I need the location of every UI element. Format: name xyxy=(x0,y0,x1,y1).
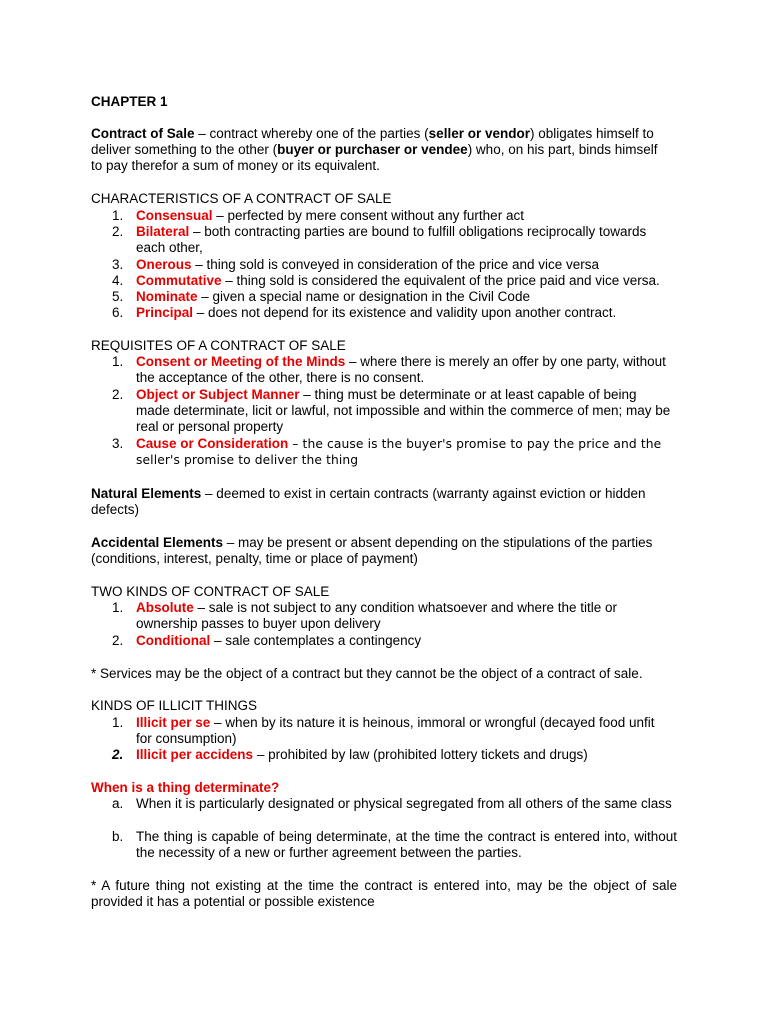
definition-term: Contract of Sale xyxy=(91,126,195,141)
requisites-heading: REQUISITES OF A CONTRACT OF SALE xyxy=(91,338,346,353)
list-item xyxy=(112,305,692,321)
determinate-heading: When is a thing determinate? xyxy=(91,780,280,795)
item-text: The thing is capable of being determinate, at the time the contract is entered into, without the necessity of a new or further agreement between the parties. xyxy=(136,829,677,861)
item-text: – perfected by mere consent without any further act xyxy=(212,208,524,223)
item-number: 5. xyxy=(112,289,124,304)
definition-text-3: ) who, on his part, binds himself to pay therefor a sum of money or its equivalent. xyxy=(91,142,658,174)
list-item xyxy=(112,600,672,632)
item-number: 2. xyxy=(112,224,124,239)
natural-elements-text: – deemed to exist in certain contracts (warranty against eviction or hidden defects) xyxy=(91,486,646,518)
accidental-elements-term: Accidental Elements xyxy=(91,535,224,550)
item-text: – does not depend for its existence and validity upon another contract. xyxy=(193,305,617,320)
list-item xyxy=(112,715,672,747)
item-term: Cause or Consideration xyxy=(136,436,289,451)
list-item xyxy=(112,273,692,289)
item-text: – thing sold is conveyed in consideration of the price and vice versa xyxy=(191,257,600,272)
definition-text-1: – contract whereby one of the parties ( xyxy=(194,126,429,141)
item-text: – sale is not subject to any condition whatsoever and where the title or ownership passes to buyer upon delivery xyxy=(136,600,618,632)
item-term: Illicit per se xyxy=(136,715,211,730)
definition-text-2: ) obligates himself to deliver something to the other ( xyxy=(91,126,654,158)
item-number: 3. xyxy=(112,257,124,272)
item-text: – when by its nature it is heinous, immoral or wrongful (decayed food unfit for consumption) xyxy=(136,715,655,747)
item-text: – thing sold is considered the equivalent of the price paid and vice versa. xyxy=(221,273,660,288)
item-number: 4. xyxy=(112,273,124,288)
item-number: 2. xyxy=(112,387,124,402)
list-item xyxy=(112,289,672,305)
item-number: b. xyxy=(112,829,124,844)
item-term: Illicit per accidens xyxy=(136,747,254,762)
item-text: – given a special name or designation in the Civil Code xyxy=(197,289,530,304)
list-item xyxy=(112,747,672,763)
future-thing-note: * A future thing not existing at the time the contract is entered into, may be the object of sale provided it has a potential or possible existence xyxy=(91,878,677,910)
list-item xyxy=(112,208,672,224)
list-item xyxy=(112,257,672,273)
item-number: 1. xyxy=(112,715,124,730)
item-number: 6. xyxy=(112,305,124,320)
item-number: 2. xyxy=(112,747,124,762)
chapter-title: CHAPTER 1 xyxy=(91,94,168,109)
list-item xyxy=(112,796,677,812)
item-term: Principal xyxy=(136,305,194,320)
list-item xyxy=(112,354,672,386)
item-term: Conditional xyxy=(136,633,211,648)
item-term: Bilateral xyxy=(136,224,190,239)
item-number: a. xyxy=(112,796,124,811)
definition-buyer: buyer or purchaser or vendee xyxy=(277,142,468,158)
item-term: Consent or Meeting of the Minds xyxy=(136,354,346,369)
list-item xyxy=(112,829,677,861)
item-number: 3. xyxy=(112,436,124,451)
natural-elements xyxy=(91,486,671,518)
item-number: 1. xyxy=(112,354,124,369)
item-text: – sale contemplates a contingency xyxy=(210,633,422,648)
list-item xyxy=(112,436,672,468)
item-text: – thing must be determinate or at least capable of being made determinate, licit or lawful, not impossible and within the commerce of men; may be real or personal property xyxy=(136,387,671,435)
item-term: Consensual xyxy=(136,208,213,223)
item-text: – where there is merely an offer by one party, without the acceptance of the other, there is no consent. xyxy=(136,354,666,386)
item-term: Object or Subject Manner xyxy=(136,387,300,402)
item-term: Onerous xyxy=(136,257,192,272)
item-term: Commutative xyxy=(136,273,222,288)
two-kinds-heading: TWO KINDS OF CONTRACT OF SALE xyxy=(91,584,330,599)
accidental-elements xyxy=(91,535,671,567)
item-term: Nominate xyxy=(136,289,198,304)
accidental-elements-text: – may be present or absent depending on the stipulations of the parties (conditions, interest, penalty, time or place of payment) xyxy=(91,535,653,567)
list-item xyxy=(112,387,672,436)
item-number: 1. xyxy=(112,600,124,615)
item-text: – both contracting parties are bound to fulfill obligations reciprocally towards each other, xyxy=(136,224,647,256)
illicit-heading: KINDS OF ILLICIT THINGS xyxy=(91,698,258,713)
item-text: – the cause is the buyer's promise to pay the price and the seller's promise to deliver the thing xyxy=(136,437,662,468)
definition-seller: seller or vendor xyxy=(428,126,530,141)
list-item xyxy=(112,633,672,649)
characteristics-heading: CHARACTERISTICS OF A CONTRACT OF SALE xyxy=(91,191,392,206)
item-text: When it is particularly designated or physical segregated from all others of the same class xyxy=(136,796,672,811)
item-text: – prohibited by law (prohibited lottery tickets and drugs) xyxy=(253,747,588,762)
item-number: 1. xyxy=(112,208,124,223)
services-note: * Services may be the object of a contract but they cannot be the object of a contract of sale. xyxy=(91,666,643,681)
item-number: 2. xyxy=(112,633,124,648)
item-term: Absolute xyxy=(136,600,194,615)
natural-elements-term: Natural Elements xyxy=(91,486,202,501)
contract-of-sale-definition xyxy=(91,126,671,175)
list-item xyxy=(112,224,672,256)
